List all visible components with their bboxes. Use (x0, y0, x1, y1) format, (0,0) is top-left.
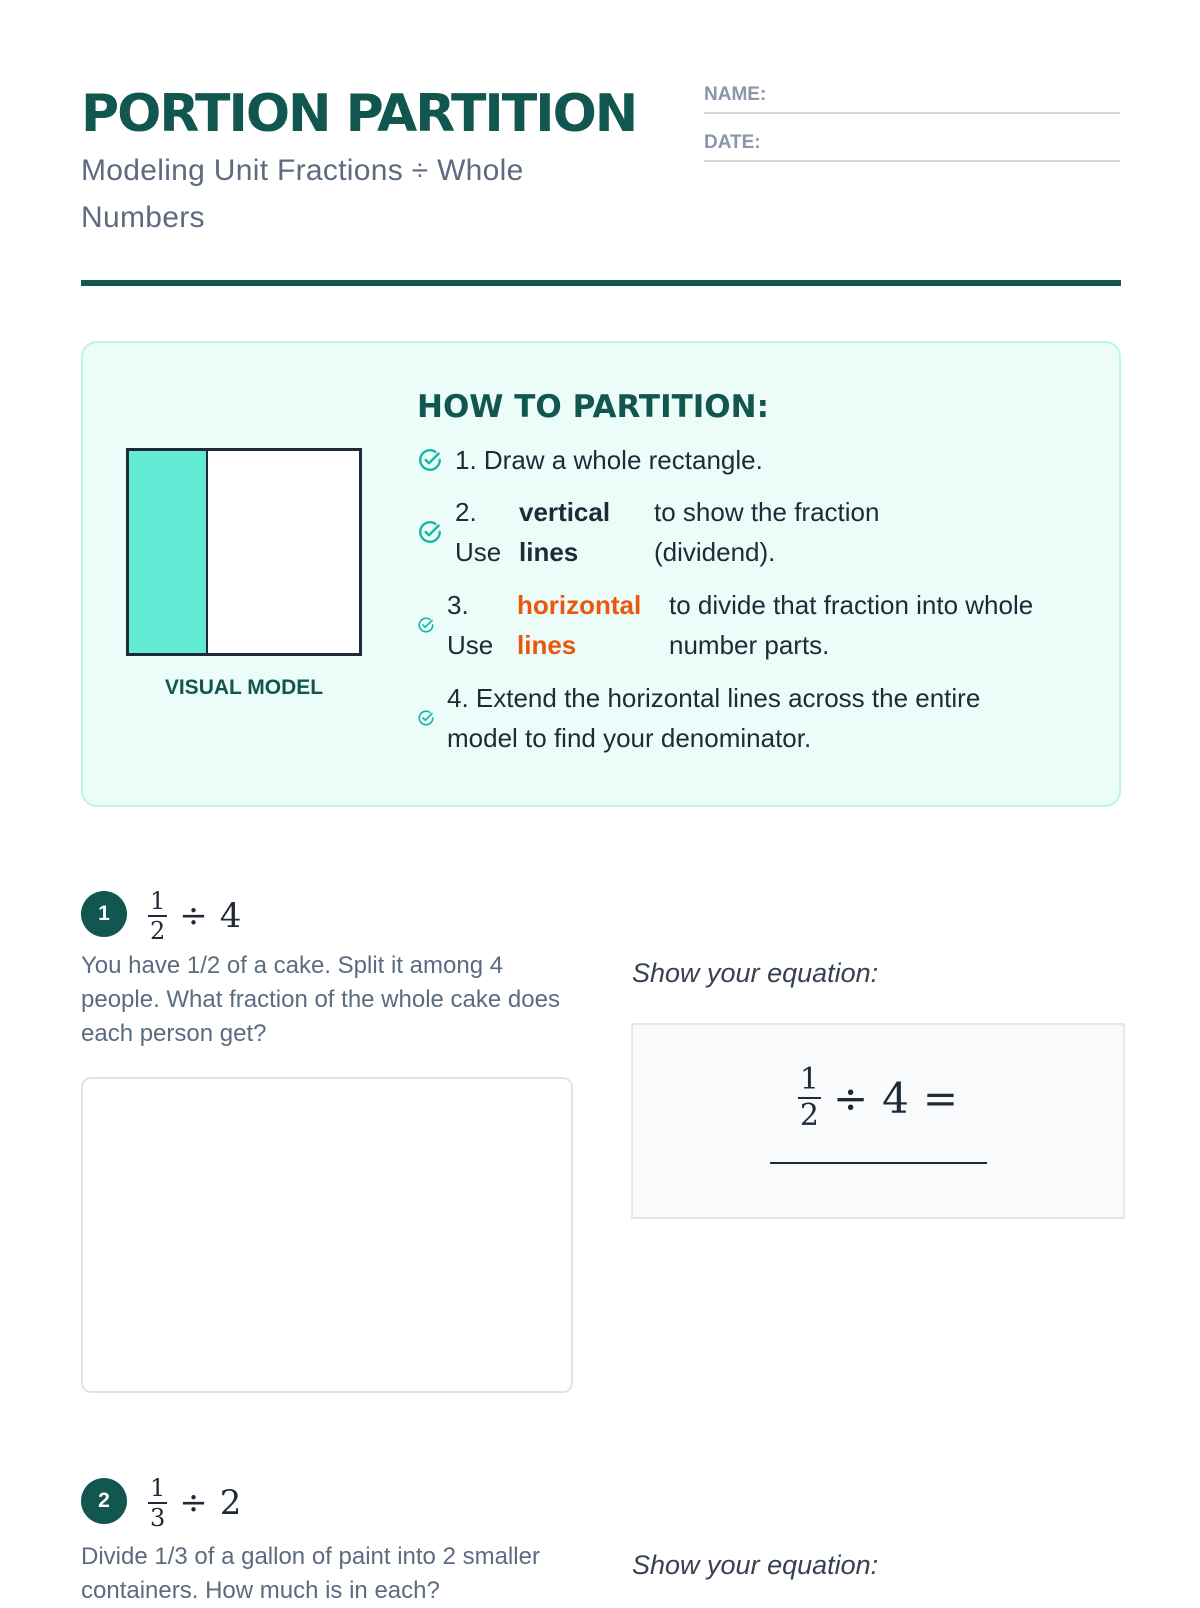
step-3-rest: to divide that fraction into whole number parts. (669, 590, 1034, 660)
divide-sign: ÷ (832, 1073, 869, 1123)
step-4-text: 4. Extend the horizontal lines across the entire model to find your denominator. (447, 683, 981, 753)
divisor: 4 (219, 896, 242, 936)
model-shaded-part (129, 451, 208, 653)
problem-1-number: 1 (81, 891, 127, 937)
problem-2-number: 2 (81, 1478, 127, 1524)
date-field[interactable] (704, 128, 1120, 162)
step-4 (417, 678, 1057, 758)
problem-1-show-label: Show your equation: (632, 958, 879, 988)
step-3 (417, 585, 1117, 665)
date-label: DATE: (704, 132, 761, 153)
problem-1-equation (633, 1062, 1123, 1133)
visual-model-label: VISUAL MODEL (164, 676, 324, 699)
problem-2-expression (148, 1476, 241, 1530)
problem-1-expression (148, 889, 241, 943)
how-to-title: HOW TO PARTITION: (417, 389, 769, 425)
problem-2-show-label: Show your equation: (632, 1550, 879, 1580)
step-3-lead: 3. Use (447, 590, 494, 660)
fraction-denominator: 2 (150, 917, 166, 945)
divide-sign: ÷ (179, 896, 208, 936)
fraction-denominator: 3 (150, 1504, 166, 1532)
equals-sign: = (922, 1073, 959, 1123)
step-1 (417, 440, 763, 480)
worksheet-subtitle: Modeling Unit Fractions ÷ Whole Numbers (81, 154, 524, 234)
problem-1-fraction (148, 889, 167, 943)
problem-2-text: Divide 1/3 of a gallon of paint into 2 smaller containers. How much is in each? (81, 1543, 540, 1604)
fraction-numerator: 1 (150, 1474, 166, 1502)
step-2-lead: 2. Use (455, 497, 502, 567)
name-label: NAME: (704, 84, 767, 105)
step-2-keyword: vertical lines (519, 497, 611, 567)
problem-2-fraction (148, 1476, 167, 1530)
problem-1-text: You have 1/2 of a cake. Split it among 4 people. What fraction of the whole cake does each person get? (81, 952, 560, 1047)
divisor: 4 (882, 1073, 909, 1123)
fraction-numerator: 1 (150, 887, 166, 915)
check-circle-icon (417, 519, 443, 545)
answer-blank[interactable] (770, 1162, 987, 1164)
fraction-numerator: 1 (799, 1062, 819, 1097)
how-to-partition-panel (81, 341, 1121, 807)
visual-model (126, 448, 362, 656)
divisor: 2 (219, 1483, 242, 1523)
check-circle-icon (417, 709, 435, 727)
step-2-rest: to show the fraction (dividend). (654, 497, 880, 567)
name-field[interactable] (704, 80, 1120, 114)
header-divider (81, 280, 1121, 286)
problem-1-drawing-area[interactable] (81, 1077, 573, 1393)
problem-1-equation-box (631, 1023, 1125, 1219)
step-1-text: 1. Draw a whole rectangle. (455, 445, 763, 475)
step-2 (417, 492, 1117, 572)
worksheet-title: PORTION PARTITION (81, 84, 637, 144)
step-3-keyword: horizontal lines (517, 590, 642, 660)
check-circle-icon (417, 616, 435, 634)
equation-fraction (798, 1062, 821, 1133)
check-circle-icon (417, 447, 443, 473)
divide-sign: ÷ (179, 1483, 208, 1523)
fraction-denominator: 2 (799, 1098, 819, 1133)
